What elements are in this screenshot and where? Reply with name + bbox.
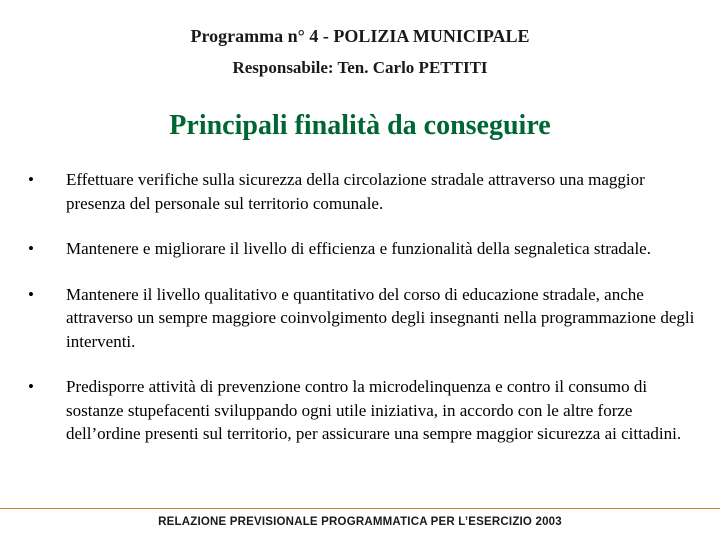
responsible-line: Responsabile: Ten. Carlo PETTITI [232,58,488,77]
bullet-icon: • [28,284,34,304]
objectives-list [28,168,696,468]
footer-divider [0,508,720,509]
list-item [28,375,696,446]
bullet-icon: • [28,170,34,189]
list-item [28,283,696,354]
footer-text: RELAZIONE PREVISIONALE PROGRAMMATICA PER L’ESERCIZIO 2003 [158,516,562,528]
list-item-text: Mantenere e migliorare il livello di efficienza e funzionalità della segnaletica stradale. [66,239,651,258]
program-title: Programma n° 4 - POLIZIA MUNICIPALE [190,26,530,46]
list-item [28,237,696,261]
list-item-text: Effettuare verifiche sulla sicurezza della circolazione stradale attraverso una maggior presenza del personale sul territorio comunale. [66,170,645,213]
section-heading: Principali finalità da conseguire [169,110,551,141]
list-item-text: Mantenere il livello qualitativo e quantitativo del corso di educazione stradale, anche attraverso un sempre maggiore coinvolgimento degli insegnanti nella programmazione degli interventi. [66,284,695,351]
bullet-icon: • [28,239,34,258]
bullet-icon: • [28,377,34,396]
list-item [28,168,696,215]
list-item-text: Predisporre attività di prevenzione contro la microdelinquenza e contro il consumo di sostanze stupefacenti sviluppando ogni utile iniziativa, in accordo con le altre forze dell’ordine presenti sul territorio, per assicurare una sempre maggior sicurezza ai cittadini. [66,377,682,443]
